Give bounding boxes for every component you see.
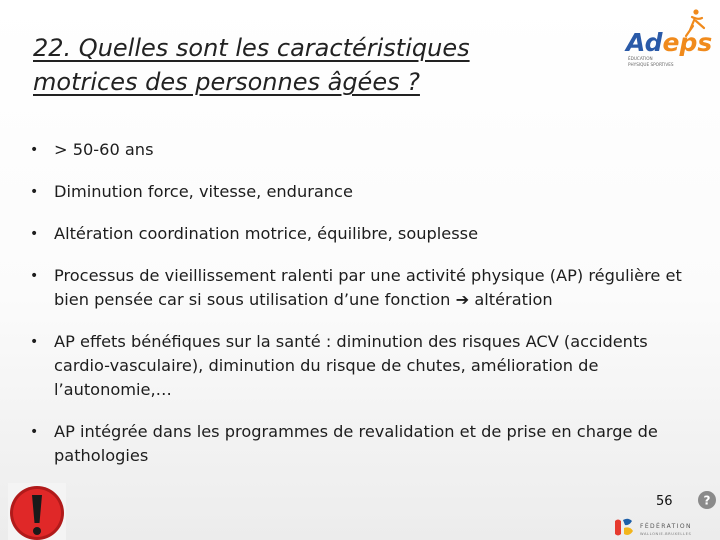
bullet-text: Processus de vieillissement ralenti par une activité physique (AP) régulière et bien pensée car si sous utilisation d’une fonction bbox=[54, 266, 682, 309]
federation-logo bbox=[612, 516, 720, 540]
svg-text:WALLONIE-BRUXELLES: WALLONIE-BRUXELLES bbox=[640, 532, 692, 536]
slide-title-line-2: motrices des personnes âgées ? bbox=[33, 68, 420, 96]
slide-title bbox=[33, 31, 503, 99]
bullet-dot: • bbox=[30, 142, 39, 158]
bullet-text: AP intégrée dans les programmes de revalidation et de prise en charge de pathologies bbox=[54, 422, 658, 465]
bullet-dot: • bbox=[30, 268, 39, 284]
bullet-text: AP effets bénéfiques sur la santé : diminution des risques ACV (accidents cardio-vasculaire), diminution du risque de chutes, amélioration de l’autonomie,… bbox=[54, 332, 648, 399]
bullet-item bbox=[30, 420, 690, 468]
slide-title-line-1: 22. Quelles sont les caractéristiques bbox=[33, 34, 470, 62]
bullet-item bbox=[30, 138, 690, 162]
svg-text:PHYSIQUE SPORTIVES: PHYSIQUE SPORTIVES bbox=[628, 62, 674, 67]
bullet-text: Diminution force, vitesse, endurance bbox=[54, 182, 353, 201]
bullet-item bbox=[30, 222, 690, 246]
exclamation-icon bbox=[8, 483, 66, 540]
adeps-logo bbox=[612, 6, 712, 72]
bullet-dot: • bbox=[30, 184, 39, 200]
svg-text:ÉDUCATION: ÉDUCATION bbox=[628, 56, 653, 61]
svg-text:?: ? bbox=[703, 493, 711, 508]
arrow-icon: ➔ bbox=[455, 290, 470, 309]
bullet-text-after: altération bbox=[474, 290, 553, 309]
bullet-dot: • bbox=[30, 226, 39, 242]
bullet-list bbox=[30, 138, 690, 468]
bullet-item bbox=[30, 264, 690, 312]
help-icon[interactable] bbox=[697, 490, 717, 510]
bullet-text: Altération coordination motrice, équilibre, souplesse bbox=[54, 224, 479, 243]
svg-text:Adeps: Adeps bbox=[626, 28, 712, 57]
bullet-item bbox=[30, 180, 690, 204]
bullet-text: > 50-60 ans bbox=[54, 140, 154, 159]
bullet-dot: • bbox=[30, 334, 39, 350]
bullet-item bbox=[30, 330, 690, 402]
page-number: 56 bbox=[656, 494, 673, 509]
bullet-dot: • bbox=[30, 424, 39, 440]
svg-text:FÉDÉRATION: FÉDÉRATION bbox=[640, 523, 692, 530]
